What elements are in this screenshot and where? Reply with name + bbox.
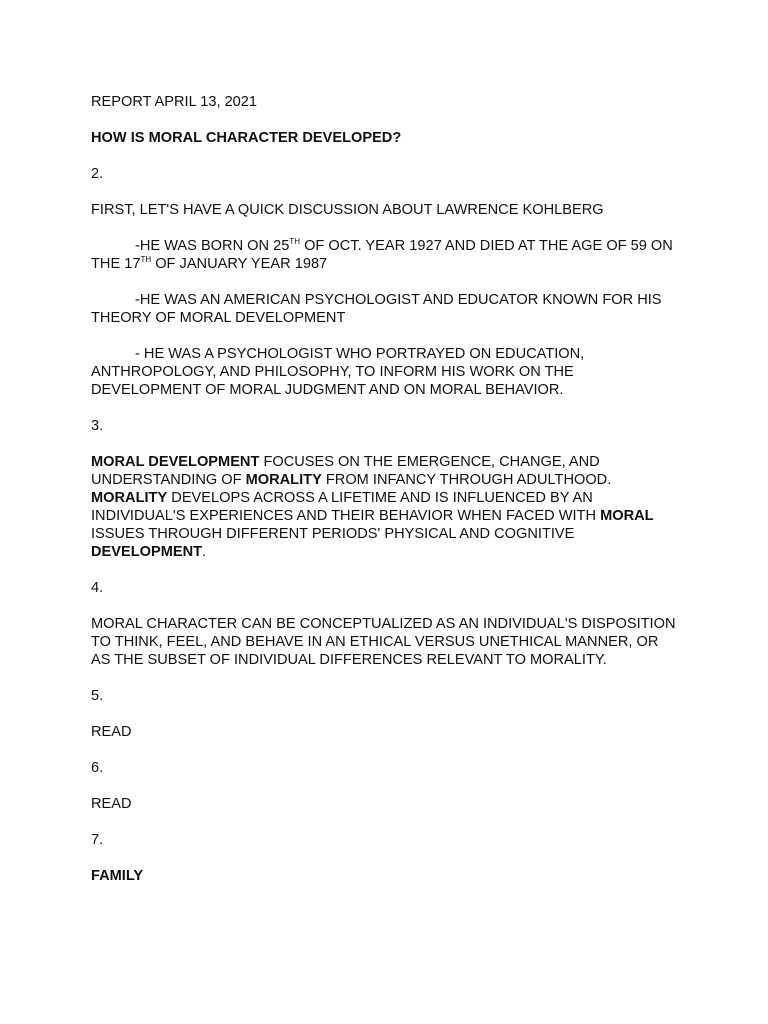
p3-text-8: ISSUES THROUGH DIFFERENT PERIODS' PHYSICAL AND COGNITIVE [91,526,575,542]
bullet1-text-c: OF JANUARY YEAR 1987 [151,256,328,272]
bullet1-text-b: OF OCT. YEAR 1927 AND DIED AT THE AGE OF 59 ON THE 17 [91,238,673,272]
section-number-3: 3. [91,418,104,434]
read-line-6: READ [91,796,132,812]
p3-bold-3: MORALITY [245,472,322,488]
report-date-line: REPORT APRIL 13, 2021 [91,94,258,110]
bullet1-sup-1: TH [289,237,301,246]
document-body [91,93,676,903]
p3-text-6: DEVELOPS ACROSS A LIFETIME AND IS INFLUENCED BY AN INDIVIDUAL'S EXPERIENCES AND THEIR BEHAVIOR WHEN FACED WITH [91,490,601,524]
p3-text-4: FROM INFANCY THROUGH ADULTHOOD. [321,472,612,488]
section-number-4: 4. [91,580,104,596]
p3-bold-7: MORAL [600,508,654,524]
family-heading: FAMILY [91,868,144,884]
section-number-6: 6. [91,760,104,776]
moral-character-paragraph: MORAL CHARACTER CAN BE CONCEPTUALIZED AS AN INDIVIDUAL'S DISPOSITION TO THINK, FEEL, AND BEHAVE IN AN ETHICAL VERSUS UNETHICAL MANNER, OR AS THE SUBSET OF INDIVIDUAL DIFFERENCES RELEVANT TO MORALITY. [91,616,676,668]
bullet-education-philosophy: - HE WAS A PSYCHOLOGIST WHO PORTRAYED ON EDUCATION, ANTHROPOLOGY, AND PHILOSOPHY, TO INFORM HIS WORK ON THE DEVELOPMENT OF MORAL JUDGMENT AND ON MORAL BEHAVIOR. [91,346,585,398]
p3-bold-1: MORAL DEVELOPMENT [91,454,260,470]
section-number-5: 5. [91,688,104,704]
p3-text-2: FOCUSES ON THE EMERGENCE, CHANGE, AND UNDERSTANDING OF [91,454,600,488]
section-number-7: 7. [91,832,104,848]
bullet1-text-a: -HE WAS BORN ON 25 [135,238,290,254]
intro-paragraph: FIRST, LET'S HAVE A QUICK DISCUSSION ABOUT LAWRENCE KOHLBERG [91,202,604,218]
bullet-born-died [91,237,676,273]
moral-development-paragraph [91,453,676,561]
bullet1-sup-2: TH [140,255,152,264]
p3-bold-5: MORALITY [91,490,168,506]
document-heading: HOW IS MORAL CHARACTER DEVELOPED? [91,130,402,146]
p3-bold-9: DEVELOPMENT [91,544,203,560]
p3-text-10: . [202,544,207,560]
read-line-5: READ [91,724,132,740]
section-number-2: 2. [91,166,104,182]
bullet-psychologist-educator: -HE WAS AN AMERICAN PSYCHOLOGIST AND EDUCATOR KNOWN FOR HIS THEORY OF MORAL DEVELOPMENT [91,292,662,326]
